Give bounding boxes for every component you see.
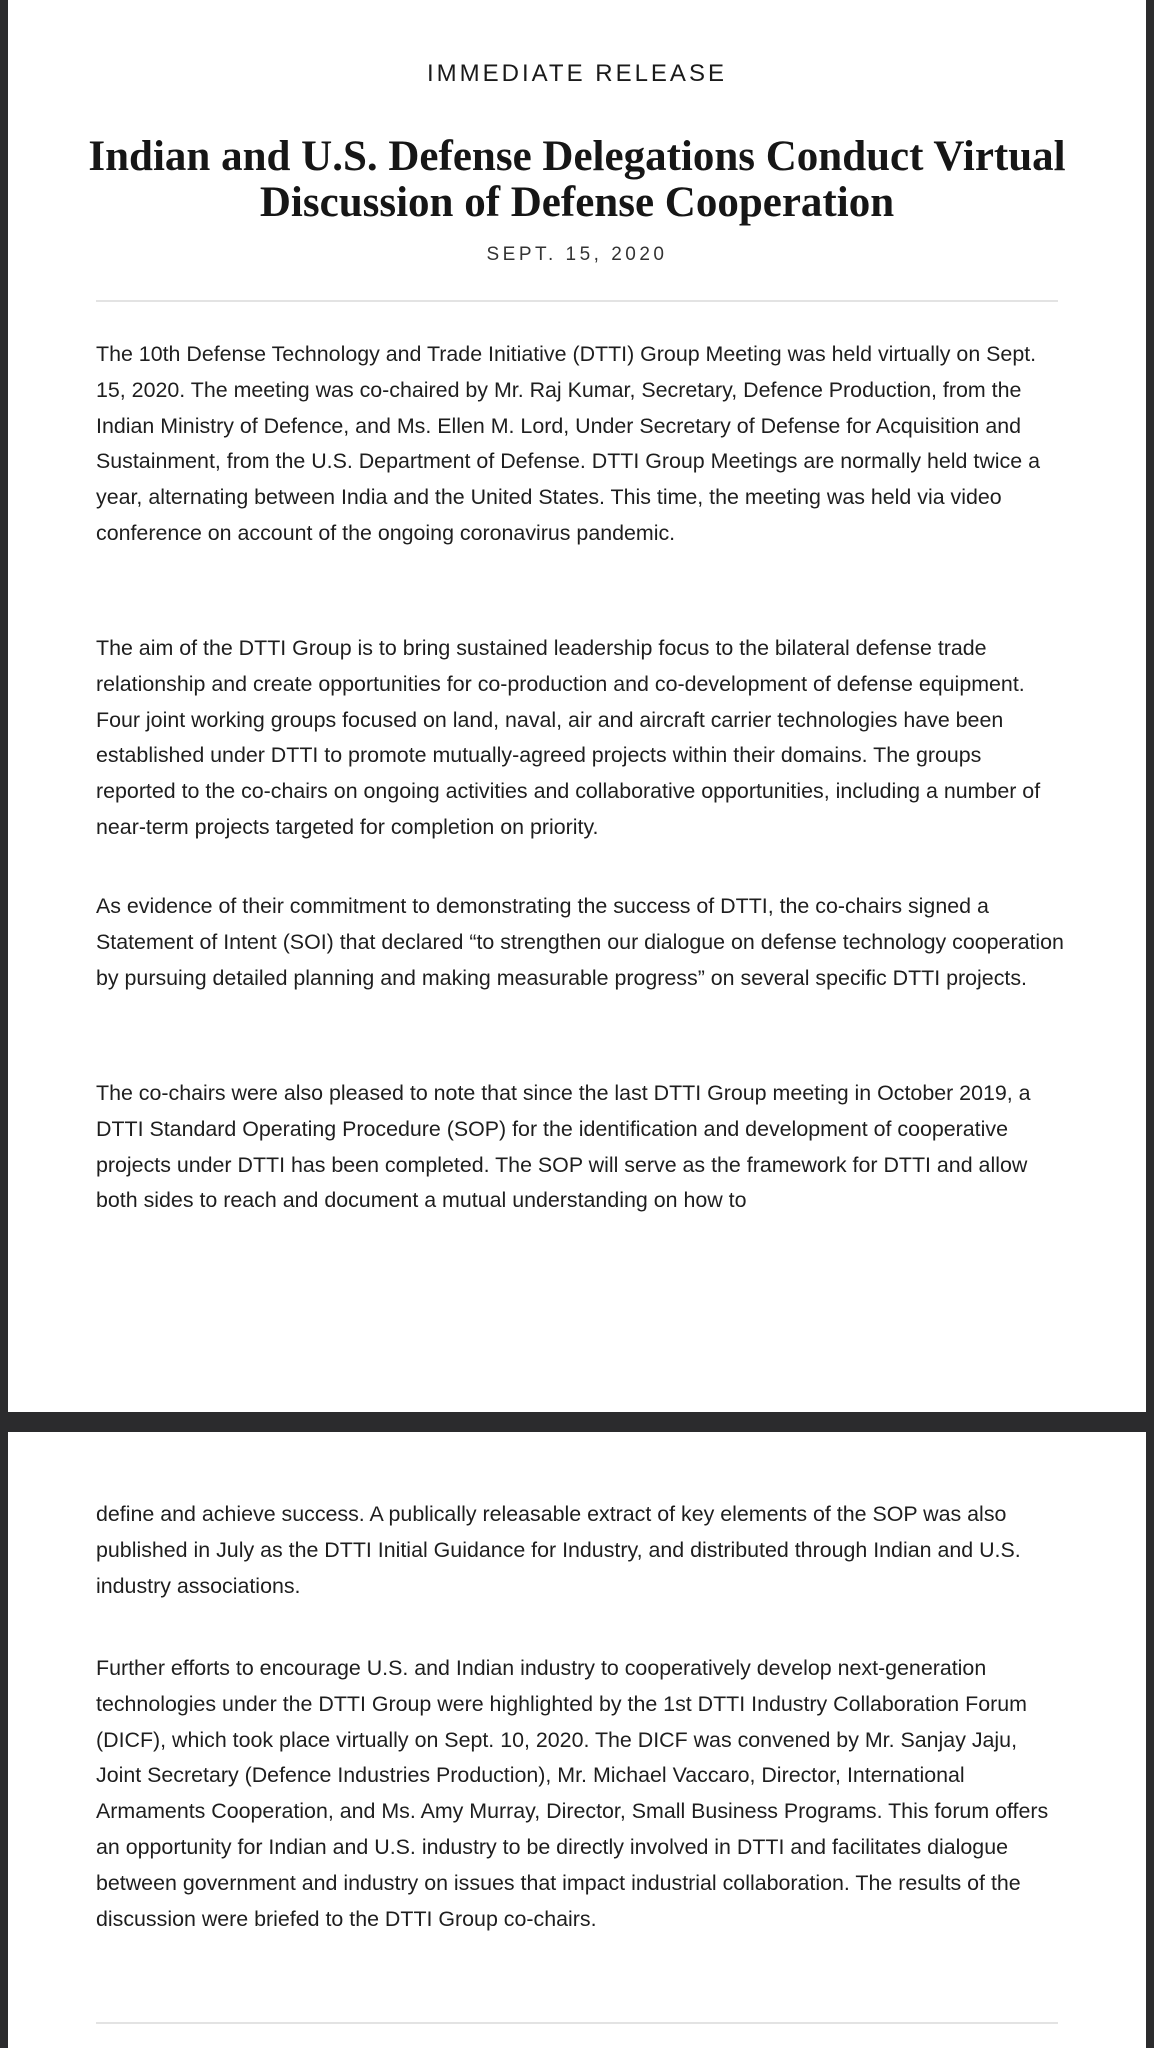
- body-paragraph-2: The aim of the DTTI Group is to bring sustained leadership focus to the bilateral defense trade relationship and create opportunities for co-production and co-development of defense equipment. Four joint working groups focused on land, naval, air and aircraft carrier technologies have been established under DTTI to promote mutually-agreed projects within their domains. The groups reported to the co-chairs on ongoing activities and collaborative opportunities, including a number of near-term projects targeted for completion on priority.: [96, 636, 1041, 839]
- body-paragraph-5: Further efforts to encourage U.S. and Indian industry to cooperatively develop next-generation technologies under the DTTI Group were highlighted by the 1st DTTI Industry Collaboration Forum (DICF), which took place virtually on Sept. 10, 2020. The DICF was convened by Mr. Sanjay Jaju, Joint Secretary (Defence Industries Production), Mr. Michael Vaccaro, Director, International Armaments Cooperation, and Ms. Amy Murray, Director, Small Business Programs. This forum offers an opportunity for Indian and U.S. industry to be directly involved in DTTI and facilitates dialogue between government and industry on issues that impact industrial collaboration. The results of the discussion were briefed to the DTTI Group co-chairs.: [96, 1656, 1049, 1931]
- header-divider: [96, 300, 1058, 302]
- release-kicker: IMMEDIATE RELEASE: [427, 60, 727, 87]
- page-one: [8, 0, 1146, 1412]
- body-paragraph-4-continued: define and achieve success. A publically releasable extract of key elements of the SOP was also published in July as the DTTI Initial Guidance for Industry, and distributed through Indian and U.S. industry associations.: [96, 1502, 1021, 1598]
- body-paragraph-4: The co-chairs were also pleased to note that since the last DTTI Group meeting in October 2019, a DTTI Standard Operating Procedure (SOP) for the identification and development of cooperative projects under DTTI has been completed. The SOP will serve as the framework for DTTI and allow both sides to reach and document a mutual understanding on how to: [96, 1081, 1031, 1213]
- footer-divider: [96, 2022, 1058, 2024]
- body-paragraph-1: The 10th Defense Technology and Trade Initiative (DTTI) Group Meeting was held virtually on Sept. 15, 2020. The meeting was co-chaired by Mr. Raj Kumar, Secretary, Defence Production, from the Indian Ministry of Defence, and Ms. Ellen M. Lord, Under Secretary of Defense for Acquisition and Sustainment, from the U.S. Department of Defense. DTTI Group Meetings are normally held twice a year, alternating between India and the United States. This time, the meeting was held via video conference on account of the ongoing coronavirus pandemic.: [96, 342, 1040, 545]
- body-paragraph-3: As evidence of their commitment to demonstrating the success of DTTI, the co-chairs signed a Statement of Intent (SOI) that declared “to strengthen our dialogue on defense technology cooperation by pursuing detailed planning and making measurable progress” on several specific DTTI projects.: [96, 894, 1064, 990]
- page-title: Indian and U.S. Defense Delegations Conduct Virtual Discussion of Defense Cooperation: [88, 133, 1066, 226]
- page-two: [8, 1432, 1146, 2048]
- release-date: SEPT. 15, 2020: [486, 244, 668, 265]
